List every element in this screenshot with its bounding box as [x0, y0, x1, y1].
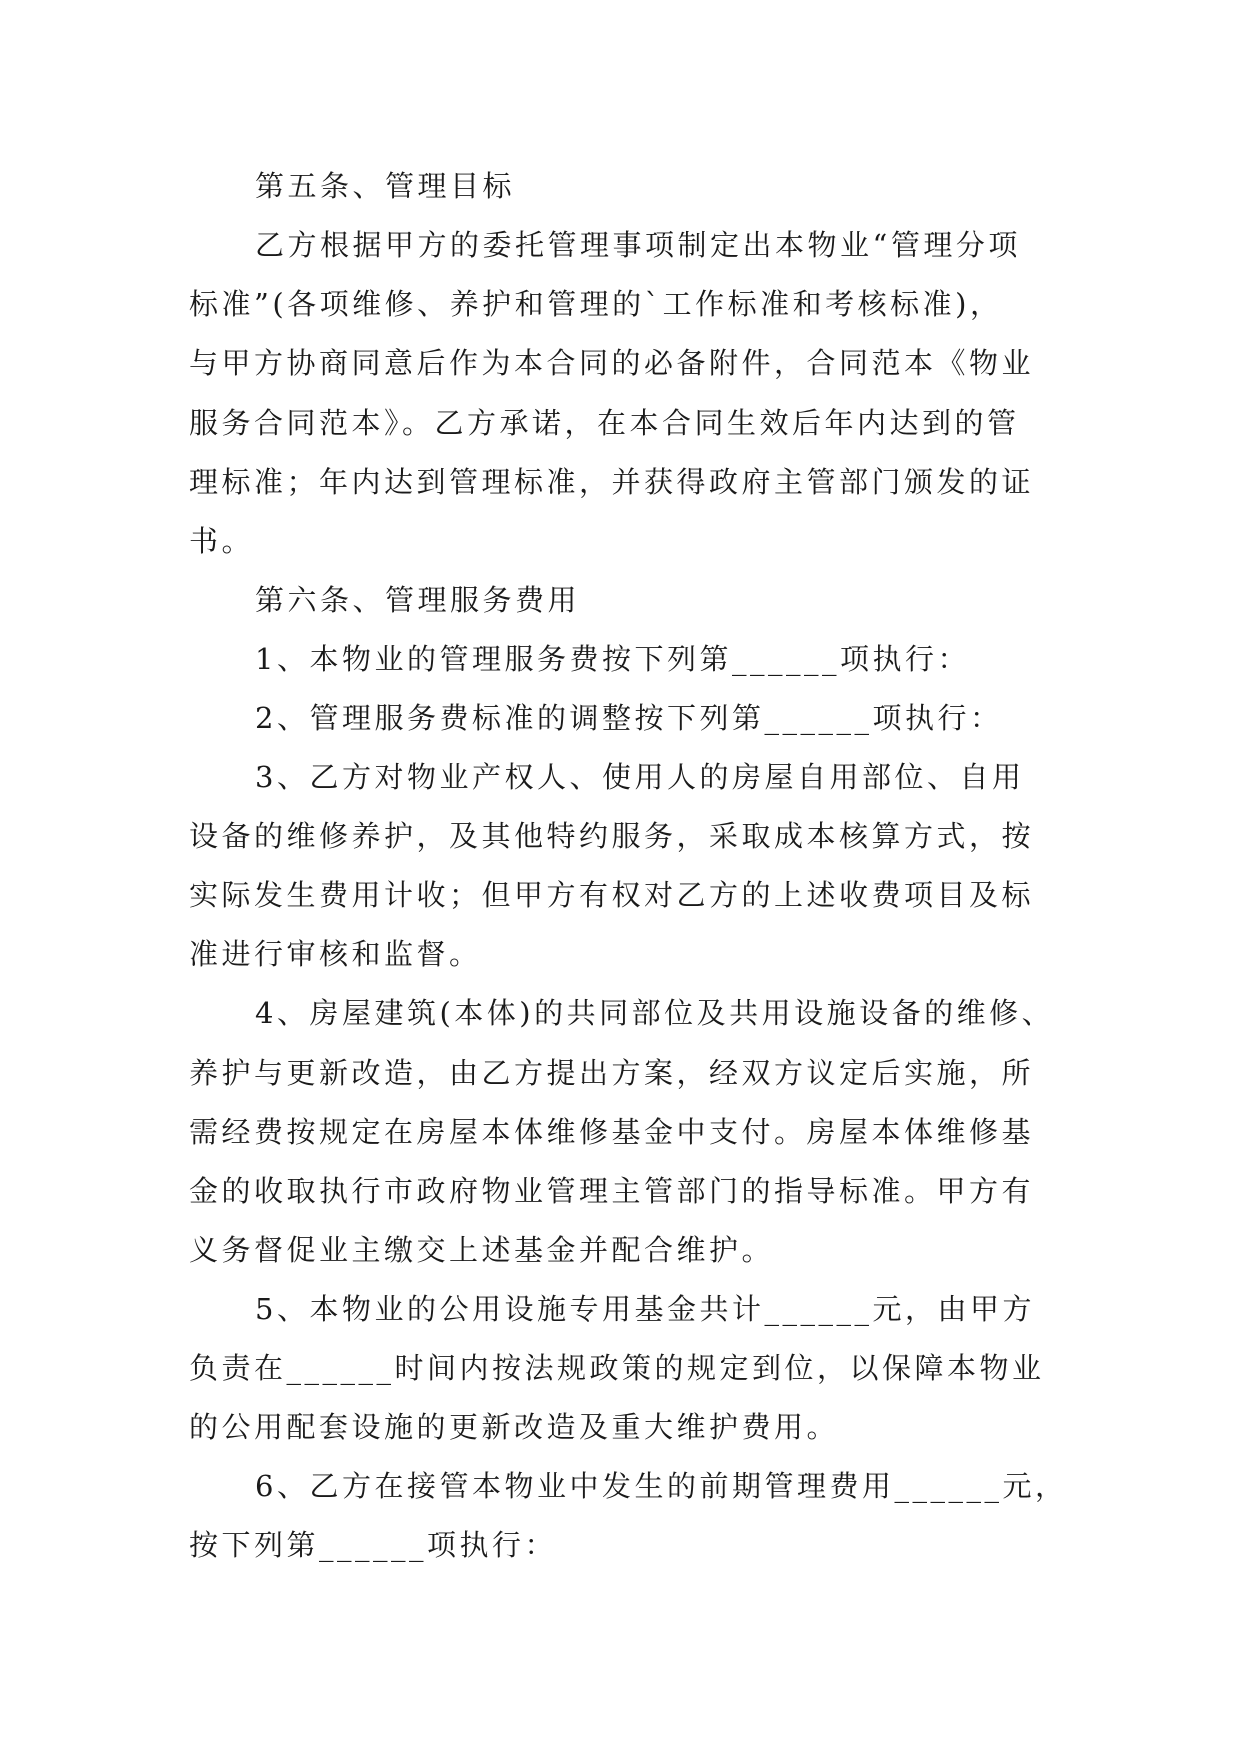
clause-3: 3、乙方对物业产权人、使用人的房屋自用部位、自用 — [255, 760, 1025, 794]
paragraph-line: 的公用配套设施的更新改造及重大维护费用。 — [189, 1410, 840, 1444]
paragraph-line: 标准”(各项维修、养护和管理的`工作标准和考核标准)， — [189, 287, 1003, 321]
paragraph-line: 养护与更新改造，由乙方提出方案，经双方议定后实施，所 — [189, 1056, 1035, 1090]
paragraph-line: 书。 — [189, 524, 255, 558]
paragraph-line: 服务合同范本》。乙方承诺，在本合同生效后年内达到的管 — [189, 406, 1020, 440]
clause-6: 6、乙方在接管本物业中发生的前期管理费用______元， — [255, 1469, 1068, 1503]
article-5-heading: 第五条、管理目标 — [255, 169, 516, 203]
paragraph-line: 准进行审核和监督。 — [189, 937, 482, 971]
clause-2: 2、管理服务费标准的调整按下列第______项执行： — [255, 701, 1003, 735]
paragraph-line: 负责在______时间内按法规政策的规定到位，以保障本物业 — [189, 1351, 1045, 1385]
paragraph-line: 与甲方协商同意后作为本合同的必备附件，合同范本《物业 — [189, 346, 1035, 380]
clause-5: 5、本物业的公用设施专用基金共计______元，由甲方 — [255, 1292, 1035, 1326]
paragraph-line: 按下列第______项执行： — [189, 1528, 558, 1562]
paragraph-line: 义务督促业主缴交上述基金并配合维护。 — [189, 1233, 775, 1267]
paragraph-line: 实际发生费用计收；但甲方有权对乙方的上述收费项目及标 — [189, 878, 1035, 912]
paragraph-line: 乙方根据甲方的委托管理事项制定出本物业“管理分项 — [255, 228, 1021, 262]
clause-4: 4、房屋建筑(本体)的共同部位及共用设施设备的维修、 — [255, 996, 1055, 1030]
article-6-heading: 第六条、管理服务费用 — [255, 583, 581, 617]
paragraph-line: 理标准；年内达到管理标准，并获得政府主管部门颁发的证 — [189, 465, 1035, 499]
paragraph-line: 金的收取执行市政府物业管理主管部门的指导标准。甲方有 — [189, 1174, 1035, 1208]
paragraph-line: 设备的维修养护，及其他特约服务，采取成本核算方式，按 — [189, 819, 1035, 853]
clause-1: 1、本物业的管理服务费按下列第______项执行： — [255, 642, 970, 676]
paragraph-line: 需经费按规定在房屋本体维修基金中支付。房屋本体维修基 — [189, 1115, 1035, 1149]
